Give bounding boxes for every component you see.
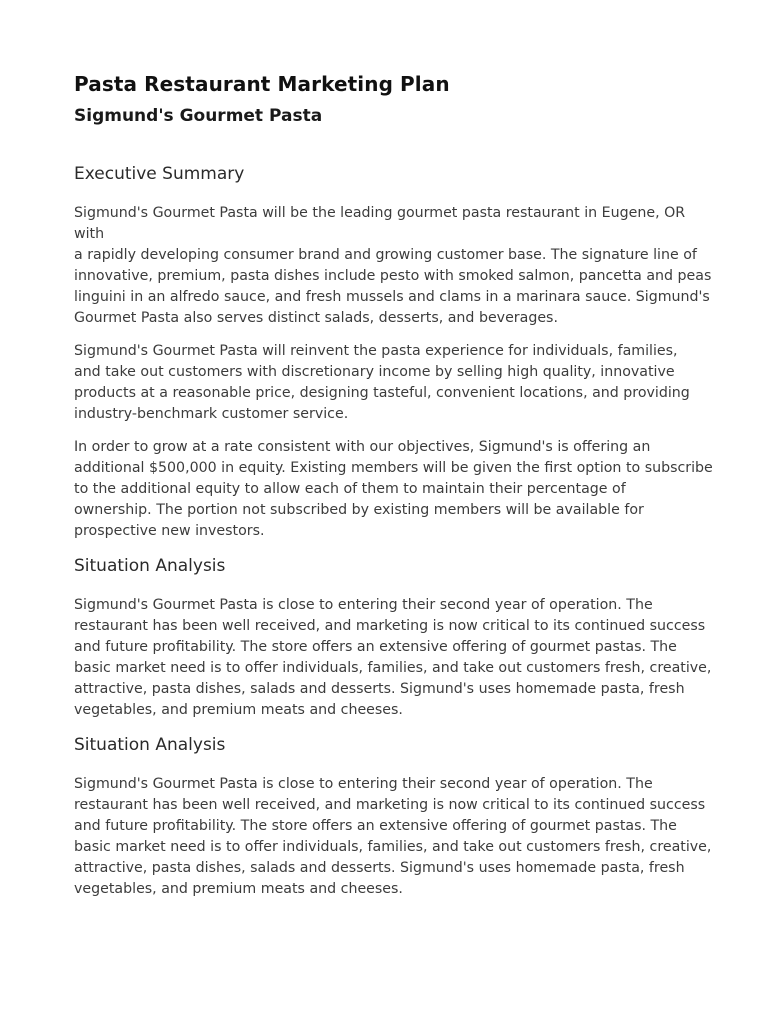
section-executive-summary: [74, 162, 714, 542]
section-situation-analysis-repeat: [74, 733, 714, 900]
section-heading: Situation Analysis: [74, 735, 226, 755]
paragraph: Sigmund's Gourmet Pasta will reinvent the pasta experience for individuals, families, and take out customers with discretionary income by selling high quality, innovative products at a reasonable price, designing tasteful, convenient locations, and providing industry-benchmark customer service.: [74, 343, 690, 422]
section-heading: Executive Summary: [74, 164, 245, 184]
paragraph: In order to grow at a rate consistent with our objectives, Sigmund's is offering an additional $500,000 in equity. Existing members will be given the first option to subscribe to the additional equity to allow each of them to maintain their percentage of ownership. The portion not subscribed by existing members will be available for prospective new investors.: [74, 439, 713, 539]
section-situation-analysis: [74, 554, 714, 721]
paragraph: Sigmund's Gourmet Pasta is close to entering their second year of operation. The restaurant has been well received, and marketing is now critical to its continued success and future profitability. The store offers an extensive offering of gourmet pastas. The basic market need is to offer individuals, families, and take out customers fresh, creative, attractive, pasta dishes, salads and desserts. Sigmund's uses homemade pasta, fresh vegetables, and premium meats and cheeses.: [74, 597, 712, 718]
document-page: [74, 70, 714, 900]
paragraph: Sigmund's Gourmet Pasta will be the leading gourmet pasta restaurant in Eugene, OR with a rapidly developing consumer brand and growing customer base. The signature line of innovative, premium, pasta dishes include pesto with smoked salmon, pancetta and peas linguini in an alfredo sauce, and fresh mussels and clams in a marinara sauce. Sigmund's Gourmet Pasta also serves distinct salads, desserts, and beverages.: [74, 205, 712, 326]
paragraph: Sigmund's Gourmet Pasta is close to entering their second year of operation. The restaurant has been well received, and marketing is now critical to its continued success and future profitability. The store offers an extensive offering of gourmet pastas. The basic market need is to offer individuals, families, and take out customers fresh, creative, attractive, pasta dishes, salads and desserts. Sigmund's uses homemade pasta, fresh vegetables, and premium meats and cheeses.: [74, 776, 712, 897]
document-subtitle: Sigmund's Gourmet Pasta: [74, 106, 323, 126]
section-heading: Situation Analysis: [74, 556, 226, 576]
document-title: Pasta Restaurant Marketing Plan: [74, 72, 450, 96]
